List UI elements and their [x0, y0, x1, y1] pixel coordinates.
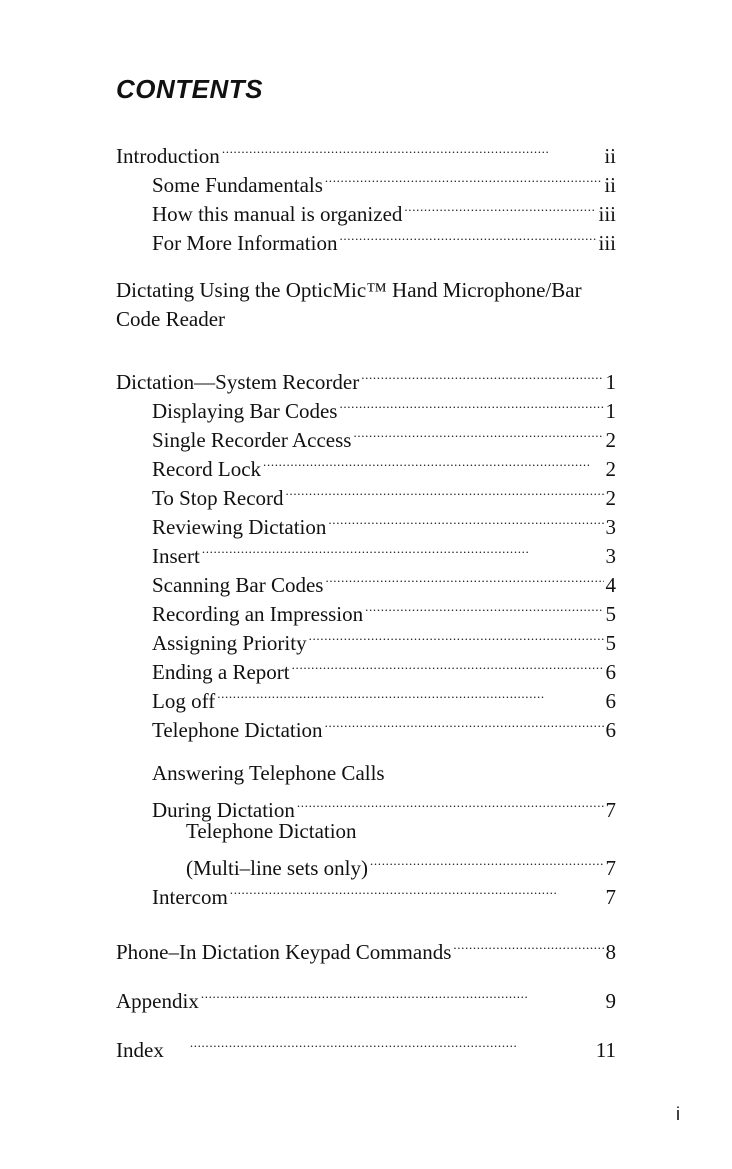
- dot-leader: [361, 360, 603, 389]
- toc-entry-title: Insert: [152, 544, 200, 568]
- toc-entry-title: How this manual is organized: [152, 202, 403, 226]
- toc-entry-page: 8: [605, 940, 616, 964]
- toc-entry-page: ii: [604, 144, 616, 168]
- toc-entry-page: 11: [595, 1038, 616, 1062]
- toc-entry-title: Single Recorder Access: [152, 428, 352, 452]
- dot-leader: [222, 134, 603, 163]
- toc-entry-dictation-system-recorder: [116, 360, 616, 394]
- toc-entry-page: 5: [605, 602, 616, 626]
- dot-leader: [404, 192, 596, 221]
- toc-entry-page: 5: [605, 631, 616, 655]
- toc-entry-page: ii: [604, 173, 616, 197]
- toc-entry-title: Intercom: [152, 885, 228, 909]
- dot-leader: [202, 534, 604, 563]
- dot-leader: [309, 621, 604, 650]
- dot-leader: [190, 1028, 594, 1057]
- toc-entry-page: iii: [598, 202, 616, 226]
- dot-leader: [217, 679, 603, 708]
- dot-leader: [353, 418, 603, 447]
- dot-leader: [263, 447, 603, 476]
- toc-entry-page: 7: [605, 885, 616, 909]
- toc-entry-title: Assigning Priority: [152, 631, 307, 655]
- toc-entry-keypad-commands: [116, 930, 616, 964]
- toc-entry-title: (Multi–line sets only): [186, 856, 368, 880]
- toc-entry-page: 4: [605, 573, 616, 597]
- dot-leader: [339, 389, 603, 418]
- dot-leader: [292, 650, 604, 679]
- toc-entry-opticmic-line1: Dictating Using the OpticMic™ Hand Microphone/Bar: [116, 278, 582, 302]
- toc-entry-title: Ending a Report: [152, 660, 290, 684]
- toc-entry-title: Introduction: [116, 144, 220, 168]
- toc-entry-page: 7: [605, 856, 616, 880]
- toc-entry-appendix: [116, 979, 616, 1013]
- dot-leader: [365, 592, 603, 621]
- toc-entry-page: 3: [605, 515, 616, 539]
- dot-leader: [297, 788, 604, 817]
- toc-entry-answering-calls-line1: Answering Telephone Calls: [152, 761, 385, 785]
- toc-entry-page: 6: [605, 689, 616, 713]
- dot-leader: [325, 563, 603, 592]
- toc-entry-page: 1: [605, 399, 616, 423]
- toc-entry-title: Scanning Bar Codes: [152, 573, 324, 597]
- toc-entry-title: Telephone Dictation: [152, 718, 323, 742]
- dot-leader: [286, 476, 604, 505]
- dot-leader: [453, 930, 603, 959]
- dot-leader: [201, 979, 604, 1008]
- toc-entry-page: 6: [605, 718, 616, 742]
- toc-entry-title: Record Lock: [152, 457, 262, 481]
- toc-entry-page: iii: [598, 231, 616, 255]
- table-of-contents: [116, 134, 616, 1062]
- page-title: CONTENTS: [116, 74, 263, 104]
- toc-entry-title: Displaying Bar Codes: [152, 399, 338, 423]
- toc-entry-telephone-multiline: [116, 846, 616, 880]
- toc-entry-title: Recording an Impression: [152, 602, 364, 626]
- toc-entry-title: Appendix: [116, 989, 199, 1013]
- toc-entry-page: 7: [605, 798, 616, 822]
- toc-entry-page: 2: [605, 428, 616, 452]
- toc-entry-answering-calls: [116, 788, 616, 822]
- toc-entry-page: 2: [605, 486, 616, 510]
- page-number: i: [676, 1104, 680, 1124]
- dot-leader: [328, 505, 603, 534]
- toc-entry-page: 9: [605, 989, 616, 1013]
- toc-entry-title: Phone–In Dictation Keypad Commands: [116, 940, 452, 964]
- toc-entry-title: Index: [116, 1038, 164, 1062]
- toc-entry-page: 1: [605, 370, 616, 394]
- dot-leader: [230, 875, 604, 904]
- toc-entry-title: Some Fundamentals: [152, 173, 323, 197]
- dot-leader: [325, 708, 604, 737]
- dot-leader: [370, 846, 604, 875]
- toc-entry-telephone-multiline-line1: Telephone Dictation: [186, 819, 357, 843]
- toc-entry-title: During Dictation: [152, 798, 295, 822]
- toc-entry-introduction: [116, 134, 616, 168]
- toc-entry-title: To Stop Record: [152, 486, 284, 510]
- toc-entry-opticmic-line2: Code Reader: [116, 307, 226, 331]
- toc-entry-index: [116, 1028, 616, 1062]
- toc-entry-title: Log off: [152, 689, 216, 713]
- toc-entry-page: 6: [605, 660, 616, 684]
- toc-entry-page: 3: [605, 544, 616, 568]
- toc-entry-title: Reviewing Dictation: [152, 515, 327, 539]
- dot-leader: [325, 163, 602, 192]
- toc-entry-title: Dictation—System Recorder: [116, 370, 360, 394]
- dot-leader: [339, 221, 596, 250]
- toc-entry-page: 2: [605, 457, 616, 481]
- toc-entry-title: For More Information: [152, 231, 338, 255]
